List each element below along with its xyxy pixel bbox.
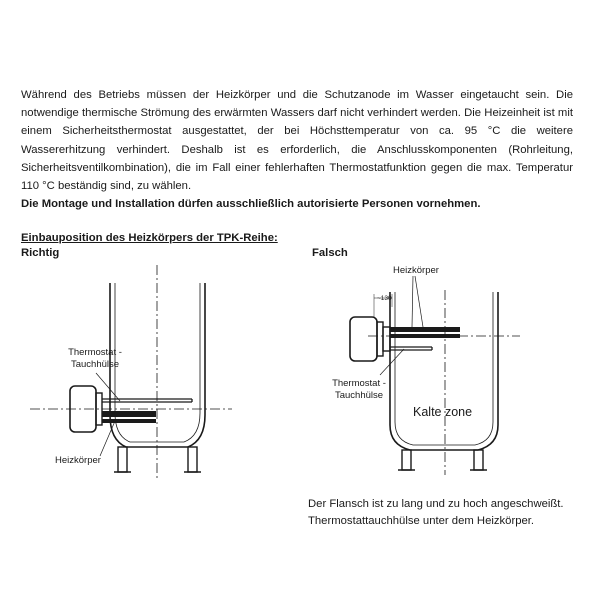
left-tank-leg-2 bbox=[188, 447, 197, 472]
left-tank-diagram bbox=[30, 265, 232, 480]
right-heater-element bbox=[390, 327, 460, 332]
right-diagram-title: Falsch bbox=[312, 247, 348, 259]
left-diagram-title: Richtig bbox=[21, 247, 60, 259]
left-heater-element bbox=[102, 411, 156, 417]
installation-warning: Die Montage und Installation dürfen ausschließlich autorisierte Personen vornehmen. bbox=[21, 198, 481, 210]
cold-zone-label: Kalte zone bbox=[413, 405, 473, 419]
intro-paragraph: Während des Betriebs müssen der Heizkörper und die Schutzanode im Wasser eingetaucht sein. Die notwendige thermische Strömung des erwärmten Wassers darf nicht verhindert werden. Die Heizeinheit ist mit einem Sicherheitsthermostat ausgestattet, der bei Höchsttemperatur von ca. 95 °C die weitere Wassererhitzung verhindert. Deshalb ist es erforderlich, die Anschlusskomponenten (Rohrleitung, Sicherheitsventilkombination), die im Fall einer fehlerhaften Thermostatfunktion gegen die max. Temperatur 110 °C beständig sind, zu wählen. bbox=[21, 89, 573, 193]
right-tank-diagram bbox=[350, 276, 520, 475]
left-thermostat-leader bbox=[96, 373, 120, 401]
right-dimension-label: ~130 bbox=[377, 295, 392, 302]
right-tank-body bbox=[390, 292, 498, 450]
right-flange bbox=[350, 317, 377, 361]
left-tank-leg-1 bbox=[118, 447, 127, 472]
section-heading: Einbauposition des Heizkörpers der TPK-Reihe: bbox=[21, 232, 278, 244]
right-thermostat-label-1: Thermostat - bbox=[332, 378, 386, 389]
right-tank-leg-2 bbox=[474, 450, 483, 470]
right-tank-inner-wall bbox=[395, 292, 493, 445]
left-tank-inner-wall bbox=[115, 283, 200, 442]
right-heater-leader-1 bbox=[412, 276, 413, 327]
caption-line-1: Der Flansch ist zu lang und zu hoch angeschweißt. bbox=[308, 498, 564, 510]
right-tank-leg-1 bbox=[402, 450, 411, 470]
right-thermostat-label-2: Tauchhülse bbox=[334, 390, 384, 401]
left-heater-leader bbox=[100, 421, 115, 456]
right-heater-label: Heizkörper bbox=[393, 265, 439, 276]
left-heater-label: Heizkörper bbox=[55, 455, 101, 466]
caption-line-2: Thermostattauchhülse unter dem Heizkörper. bbox=[308, 514, 535, 527]
left-thermostat-label-2: Tauchhülse bbox=[70, 359, 120, 370]
diagram-caption bbox=[308, 496, 588, 529]
left-thermostat-label-1: Thermostat - bbox=[68, 347, 122, 358]
